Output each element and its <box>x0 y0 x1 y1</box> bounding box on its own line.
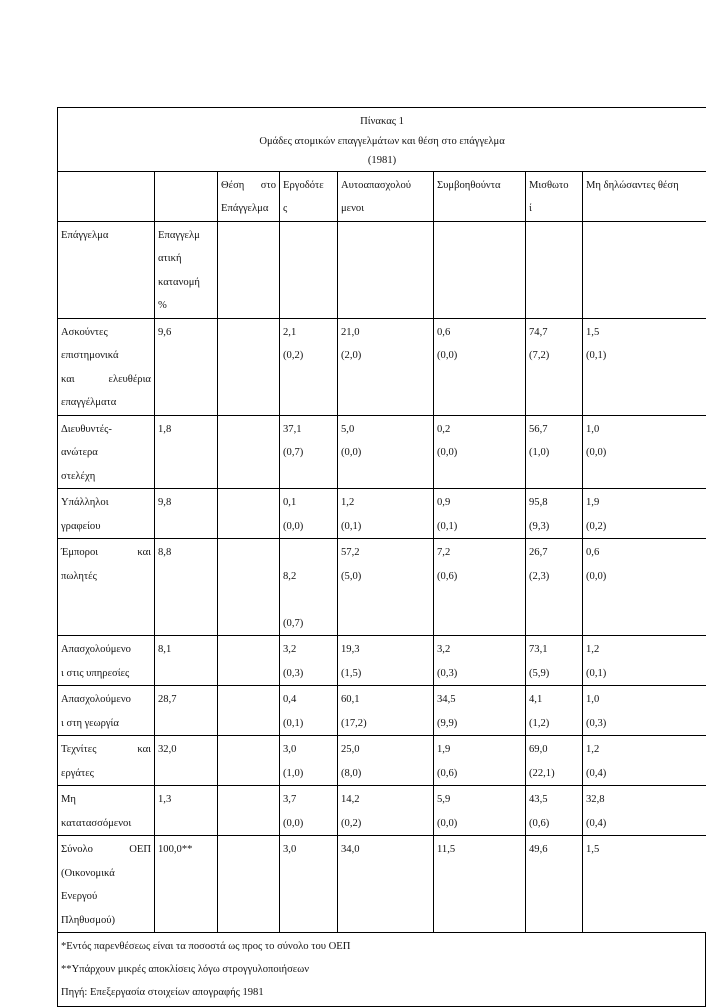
cell-helping <box>434 489 526 539</box>
cell-salaried-line: (7,2) <box>529 344 579 368</box>
note-source: Πηγή: Επεξεργασία στοιχείων απογραφής 1981 <box>61 981 702 1004</box>
header-position-line: Επάγγελμα <box>221 197 276 221</box>
note-parentheses: *Εντός παρενθέσεως είναι τα ποσοστά ως προς το σύνολο του ΟΕΠ <box>61 935 702 958</box>
subheader-share-line: ατική <box>158 247 214 271</box>
cell-employers <box>280 736 338 786</box>
cell-employers <box>280 318 338 415</box>
cell-salaried-line: (2,3) <box>529 565 579 589</box>
cell-occupation <box>58 539 155 636</box>
cell-undeclared-line: (0,4) <box>586 762 703 786</box>
header-self-employed-line: Αυτοαπασχολού <box>341 174 430 198</box>
cell-self-employed-line: 25,0 <box>341 738 430 762</box>
cell-self-employed-line: (0,0) <box>341 441 430 465</box>
header-employers-line: Εργοδότε <box>283 174 334 198</box>
cell-self-employed-line: 19,3 <box>341 638 430 662</box>
cell-helping <box>434 836 526 933</box>
cell-employers <box>280 489 338 539</box>
cell-position <box>218 318 280 415</box>
cell-employers <box>280 539 338 636</box>
cell-self-employed <box>338 539 434 636</box>
header-salaried-line: ί <box>529 197 579 221</box>
cell-employers-line: 3,2 <box>283 638 334 662</box>
cell-occupation <box>58 318 155 415</box>
cell-share <box>155 686 218 736</box>
cell-occupation-line: (Οικονομικά <box>61 862 151 886</box>
cell-occupation-line: επιστημονικά <box>61 344 151 368</box>
cell-occupation-line: εργάτες <box>61 762 151 786</box>
cell-helping <box>434 736 526 786</box>
cell-occupation <box>58 489 155 539</box>
cell-helping-line: 0,2 <box>437 418 522 442</box>
cell-undeclared <box>583 736 706 786</box>
cell-undeclared-line: 1,9 <box>586 491 703 515</box>
cell-employers-line: (0,2) <box>283 344 334 368</box>
subheader-share-line: Επαγγελμ <box>158 224 214 248</box>
subheader-share <box>155 221 218 318</box>
cell-occupation-line: Διευθυντές- <box>61 418 151 442</box>
table-notes <box>57 933 706 1007</box>
cell-salaried-line: 95,8 <box>529 491 579 515</box>
cell-undeclared-line: 1,5 <box>586 838 703 862</box>
cell-helping-line: (0,6) <box>437 762 522 786</box>
cell-helping-line: (0,0) <box>437 812 522 836</box>
cell-salaried <box>526 539 583 636</box>
cell-undeclared <box>583 318 706 415</box>
cell-employers-line <box>283 588 334 612</box>
cell-share <box>155 636 218 686</box>
cell-helping-line: 34,5 <box>437 688 522 712</box>
header-position <box>218 171 280 221</box>
subheader-helping <box>434 221 526 318</box>
cell-employers-line: (0,7) <box>283 441 334 465</box>
cell-helping <box>434 636 526 686</box>
cell-salaried <box>526 686 583 736</box>
cell-employers-line <box>283 541 334 565</box>
table-row <box>58 686 706 736</box>
subheader-employers <box>280 221 338 318</box>
cell-self-employed-line: 14,2 <box>341 788 430 812</box>
cell-salaried-line: 69,0 <box>529 738 579 762</box>
cell-employers-line: 3,7 <box>283 788 334 812</box>
cell-position <box>218 539 280 636</box>
cell-helping-line: (0,6) <box>437 565 522 589</box>
cell-self-employed-line: 1,2 <box>341 491 430 515</box>
cell-self-employed <box>338 786 434 836</box>
cell-salaried-line: 4,1 <box>529 688 579 712</box>
cell-salaried-line: 26,7 <box>529 541 579 565</box>
cell-employers-line: (0,1) <box>283 712 334 736</box>
subheader-salaried <box>526 221 583 318</box>
table-row <box>58 736 706 786</box>
cell-employers-line: 0,1 <box>283 491 334 515</box>
cell-occupation <box>58 686 155 736</box>
cell-helping-line: 3,2 <box>437 638 522 662</box>
cell-undeclared-line: (0,4) <box>586 812 703 836</box>
cell-occupation <box>58 415 155 489</box>
cell-employers <box>280 686 338 736</box>
cell-occupation-line: Απασχολούμενο <box>61 638 151 662</box>
cell-self-employed <box>338 736 434 786</box>
cell-self-employed <box>338 686 434 736</box>
cell-occupation <box>58 736 155 786</box>
cell-helping-line: 5,9 <box>437 788 522 812</box>
cell-helping <box>434 786 526 836</box>
cell-self-employed-line: (17,2) <box>341 712 430 736</box>
cell-undeclared <box>583 686 706 736</box>
cell-employers <box>280 415 338 489</box>
cell-employers-line: 0,4 <box>283 688 334 712</box>
subheader-share-line: % <box>158 294 214 318</box>
cell-self-employed <box>338 318 434 415</box>
cell-helping <box>434 415 526 489</box>
cell-undeclared-line: (0,2) <box>586 515 703 539</box>
cell-self-employed <box>338 489 434 539</box>
cell-salaried <box>526 318 583 415</box>
cell-position <box>218 786 280 836</box>
cell-share-line: 100,0** <box>158 838 214 862</box>
cell-share <box>155 539 218 636</box>
cell-undeclared <box>583 786 706 836</box>
cell-salaried-line: 73,1 <box>529 638 579 662</box>
cell-salaried-line: (0,6) <box>529 812 579 836</box>
cell-employers-line: (0,0) <box>283 515 334 539</box>
cell-occupation-line: ι στις υπηρεσίες <box>61 662 151 686</box>
cell-share <box>155 836 218 933</box>
cell-undeclared-line: 1,0 <box>586 418 703 442</box>
cell-occupation-line: Ενεργού <box>61 885 151 909</box>
cell-salaried-line: (1,0) <box>529 441 579 465</box>
cell-undeclared-line: 1,2 <box>586 738 703 762</box>
cell-share-line: 9,6 <box>158 321 214 345</box>
header-employers-line: ς <box>283 197 334 221</box>
cell-occupation-line: Υπάλληλοι <box>61 491 151 515</box>
cell-helping-line: 11,5 <box>437 838 522 862</box>
cell-salaried <box>526 636 583 686</box>
cell-occupation-line: ανώτερα <box>61 441 151 465</box>
cell-occupation <box>58 836 155 933</box>
header-share <box>155 171 218 221</box>
cell-employers-line: 3,0 <box>283 838 334 862</box>
cell-salaried-line: (22,1) <box>529 762 579 786</box>
subheader-undeclared <box>583 221 706 318</box>
cell-salaried-line: 74,7 <box>529 321 579 345</box>
cell-salaried-line: (5,9) <box>529 662 579 686</box>
cell-helping <box>434 539 526 636</box>
cell-share-line: 1,8 <box>158 418 214 442</box>
subheader-row <box>58 221 706 318</box>
cell-salaried-line: 43,5 <box>529 788 579 812</box>
cell-occupation <box>58 786 155 836</box>
cell-employers-line: 2,1 <box>283 321 334 345</box>
cell-occupation-line: πωλητές <box>61 565 151 589</box>
cell-employers <box>280 636 338 686</box>
cell-salaried <box>526 786 583 836</box>
cell-self-employed-line: (0,1) <box>341 515 430 539</box>
column-header-row <box>58 171 706 221</box>
cell-employers-line: (0,0) <box>283 812 334 836</box>
cell-salaried <box>526 489 583 539</box>
cell-occupation-line: ι στη γεωργία <box>61 712 151 736</box>
cell-undeclared <box>583 539 706 636</box>
header-undeclared <box>583 171 706 221</box>
cell-helping-line: 0,6 <box>437 321 522 345</box>
header-employers <box>280 171 338 221</box>
cell-occupation-line: Ασκούντες <box>61 321 151 345</box>
cell-salaried-line: 56,7 <box>529 418 579 442</box>
cell-undeclared-line: (0,0) <box>586 565 703 589</box>
cell-helping <box>434 686 526 736</box>
cell-self-employed-line: 60,1 <box>341 688 430 712</box>
table-caption: Πίνακας 1 <box>61 112 703 132</box>
cell-self-employed-line: (2,0) <box>341 344 430 368</box>
table-row <box>58 539 706 636</box>
cell-self-employed-line: (5,0) <box>341 565 430 589</box>
cell-helping-line: (0,3) <box>437 662 522 686</box>
cell-position <box>218 415 280 489</box>
cell-helping-line: (9,9) <box>437 712 522 736</box>
table-row <box>58 415 706 489</box>
cell-share-line: 9,8 <box>158 491 214 515</box>
cell-share <box>155 415 218 489</box>
cell-occupation-line: γραφείου <box>61 515 151 539</box>
header-undeclared-line: Μη δηλώσαντες θέση <box>586 174 703 198</box>
header-helping <box>434 171 526 221</box>
cell-undeclared-line: (0,1) <box>586 344 703 368</box>
cell-position <box>218 736 280 786</box>
cell-undeclared <box>583 836 706 933</box>
cell-position <box>218 636 280 686</box>
cell-employers-line: 3,0 <box>283 738 334 762</box>
cell-helping-line: (0,1) <box>437 515 522 539</box>
cell-occupation-line: επαγγέλματα <box>61 391 151 415</box>
cell-helping-line: (0,0) <box>437 344 522 368</box>
cell-undeclared-line: 0,6 <box>586 541 703 565</box>
cell-undeclared <box>583 636 706 686</box>
cell-share-line: 8,1 <box>158 638 214 662</box>
header-self-employed <box>338 171 434 221</box>
cell-share-line: 8,8 <box>158 541 214 565</box>
cell-salaried-line: (9,3) <box>529 515 579 539</box>
table-row <box>58 636 706 686</box>
table-title: Ομάδες ατομικών επαγγελμάτων και θέση στο επάγγελμα <box>61 132 703 152</box>
table-year: (1981) <box>61 151 703 171</box>
cell-self-employed <box>338 836 434 933</box>
cell-undeclared-line: 32,8 <box>586 788 703 812</box>
cell-position <box>218 686 280 736</box>
header-self-employed-line: μενοι <box>341 197 430 221</box>
cell-occupation-line: στελέχη <box>61 465 151 489</box>
cell-occupation-line: και ελευθέρια <box>61 368 151 392</box>
cell-undeclared <box>583 415 706 489</box>
cell-helping-line: 0,9 <box>437 491 522 515</box>
subheader-self-employed <box>338 221 434 318</box>
cell-occupation-line: Απασχολούμενο <box>61 688 151 712</box>
cell-share <box>155 786 218 836</box>
cell-position <box>218 836 280 933</box>
header-position-line: Θέση στο <box>221 174 276 198</box>
table-row <box>58 786 706 836</box>
cell-occupation <box>58 636 155 686</box>
cell-position <box>218 489 280 539</box>
cell-occupation-line: Σύνολο ΟΕΠ <box>61 838 151 862</box>
cell-employers <box>280 786 338 836</box>
cell-occupation-line: κατατασσόμενοι <box>61 812 151 836</box>
cell-employers-line: 8,2 <box>283 565 334 589</box>
subheader-occupation <box>58 221 155 318</box>
cell-salaried <box>526 836 583 933</box>
cell-helping-line: (0,0) <box>437 441 522 465</box>
cell-employers-line: (1,0) <box>283 762 334 786</box>
table-row <box>58 489 706 539</box>
table-row <box>58 836 706 933</box>
cell-self-employed-line: (8,0) <box>341 762 430 786</box>
cell-share-line: 32,0 <box>158 738 214 762</box>
cell-share-line: 28,7 <box>158 688 214 712</box>
table-title-row <box>58 108 706 172</box>
cell-undeclared <box>583 489 706 539</box>
header-occupation <box>58 171 155 221</box>
cell-employers-line: 37,1 <box>283 418 334 442</box>
header-helping-line: Συμβοηθούντα <box>437 174 522 198</box>
cell-occupation-line: Πληθυσμού) <box>61 909 151 933</box>
cell-occupation-line: Έμποροι και <box>61 541 151 565</box>
cell-employers-line: (0,7) <box>283 612 334 636</box>
cell-salaried-line: (1,2) <box>529 712 579 736</box>
cell-share <box>155 489 218 539</box>
cell-undeclared-line: 1,2 <box>586 638 703 662</box>
table-row <box>58 318 706 415</box>
subheader-share-line: κατανομή <box>158 271 214 295</box>
note-rounding: **Υπάρχουν μικρές αποκλίσεις λόγω στρογγυλοποιήσεων <box>61 958 702 981</box>
cell-share <box>155 318 218 415</box>
subheader-occupation-line: Επάγγελμα <box>61 224 151 248</box>
cell-occupation-line: Τεχνίτες και <box>61 738 151 762</box>
cell-undeclared-line: 1,5 <box>586 321 703 345</box>
cell-helping-line: 1,9 <box>437 738 522 762</box>
cell-undeclared-line: (0,1) <box>586 662 703 686</box>
cell-occupation-line: Μη <box>61 788 151 812</box>
header-salaried-line: Μισθωτο <box>529 174 579 198</box>
cell-salaried <box>526 415 583 489</box>
cell-employers <box>280 836 338 933</box>
cell-self-employed <box>338 415 434 489</box>
cell-self-employed-line: 21,0 <box>341 321 430 345</box>
cell-helping <box>434 318 526 415</box>
cell-employers-line: (0,3) <box>283 662 334 686</box>
cell-self-employed-line: (1,5) <box>341 662 430 686</box>
cell-self-employed-line: 34,0 <box>341 838 430 862</box>
document-page <box>57 107 706 1007</box>
cell-share <box>155 736 218 786</box>
cell-undeclared-line: (0,3) <box>586 712 703 736</box>
cell-helping-line: 7,2 <box>437 541 522 565</box>
cell-self-employed-line: (0,2) <box>341 812 430 836</box>
cell-undeclared-line: 1,0 <box>586 688 703 712</box>
subheader-position <box>218 221 280 318</box>
cell-share-line: 1,3 <box>158 788 214 812</box>
header-salaried <box>526 171 583 221</box>
cell-salaried <box>526 736 583 786</box>
occupation-table <box>57 107 706 933</box>
cell-self-employed-line: 57,2 <box>341 541 430 565</box>
cell-self-employed <box>338 636 434 686</box>
cell-salaried-line: 49,6 <box>529 838 579 862</box>
cell-self-employed-line: 5,0 <box>341 418 430 442</box>
cell-undeclared-line: (0,0) <box>586 441 703 465</box>
